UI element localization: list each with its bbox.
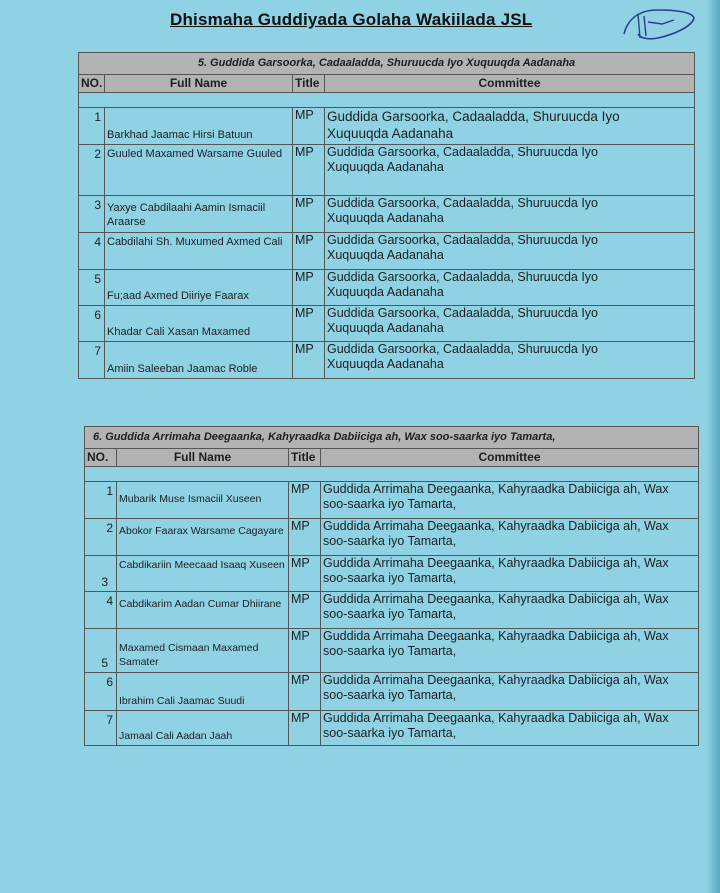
column-no-header: NO. xyxy=(79,75,105,92)
member-name: Mubarik Muse Ismaciil Xuseen xyxy=(119,493,262,505)
member-name: Jamaal Cali Aadan Jaah xyxy=(119,730,233,742)
committee-line-1: Guddida Garsoorka, Cadaaladda, Shuruucda Iyo xyxy=(327,270,599,284)
committee-line-2: Xuquuqda Aadanaha xyxy=(327,248,444,262)
committee-line-1: Guddida Garsoorka, Cadaaladda, Shuruucda Iyo xyxy=(327,109,620,124)
row-number: 4 xyxy=(94,235,101,249)
committee-line-1: Guddida Arrimaha Deegaanka, Kahyraadka Dabiiciga ah, Wax xyxy=(323,629,669,643)
committee-line-1: Guddida Arrimaha Deegaanka, Kahyraadka Dabiiciga ah, Wax xyxy=(323,482,669,496)
row-number: 1 xyxy=(106,484,113,498)
table-row xyxy=(85,592,698,629)
column-committee-header: Committee xyxy=(478,76,541,90)
document-title: Dhismaha Guddiyada Golaha Wakiilada JSL xyxy=(170,10,533,29)
member-name: Cabdikarim Aadan Cumar Dhiirane xyxy=(119,598,282,610)
column-title-header: Title xyxy=(289,449,321,466)
committee-line-2: soo-saarka iyo Tamarta, xyxy=(323,534,457,548)
member-title: MP xyxy=(293,108,325,144)
committee-line-1: Guddida Garsoorka, Cadaaladda, Shuruucda Iyo xyxy=(327,306,599,320)
table-row xyxy=(79,270,694,306)
member-title: MP xyxy=(293,196,325,232)
committee-line-2: Xuquuqda Aadanaha xyxy=(327,211,444,225)
member-name: Barkhad Jaamac Hirsi Batuun xyxy=(107,129,253,141)
member-name: Amiin Saleeban Jaamac Roble xyxy=(107,363,258,375)
member-title: MP xyxy=(289,711,321,745)
committee-line-1: Guddida Garsoorka, Cadaaladda, Shuruucda Iyo xyxy=(327,196,599,210)
member-name: Cabdikariin Meecaad Isaaq Xuseen xyxy=(119,559,285,571)
member-title: MP xyxy=(293,306,325,341)
empty-row xyxy=(78,93,695,108)
table-row xyxy=(85,482,698,519)
row-number: 5 xyxy=(94,272,101,286)
committee-line-2: Xuquuqda Aadanaha xyxy=(327,160,444,174)
section-6-heading: 6. Guddida Arrimaha Deegaanka, Kahyraadka Dabiiciga ah, Wax soo-saarka iyo Tamarta, xyxy=(84,426,699,449)
member-name: Maxamed Cismaan Maxamed Samater xyxy=(119,642,259,668)
committee-line-2: Xuquuqda Aadanaha xyxy=(327,126,454,141)
committee-line-1: Guddida Arrimaha Deegaanka, Kahyraadka Dabiiciga ah, Wax xyxy=(323,556,669,570)
empty-row xyxy=(84,467,699,482)
committee-line-2: Xuquuqda Aadanaha xyxy=(327,321,444,335)
row-number: 5 xyxy=(101,656,108,670)
section-5-heading: 5. Guddida Garsoorka, Cadaaladda, Shuruucda Iyo Xuquuqda Aadanaha xyxy=(78,52,695,75)
row-number: 3 xyxy=(94,198,101,212)
committee-line-1: Guddida Arrimaha Deegaanka, Kahyraadka Dabiiciga ah, Wax xyxy=(323,592,669,606)
committee-line-2: soo-saarka iyo Tamarta, xyxy=(323,644,457,658)
column-name-header: Full Name xyxy=(105,75,293,92)
member-title: MP xyxy=(293,342,325,378)
committee-line-2: soo-saarka iyo Tamarta, xyxy=(323,607,457,621)
table-header-row xyxy=(84,449,699,467)
committee-line-2: soo-saarka iyo Tamarta, xyxy=(323,571,457,585)
member-title: MP xyxy=(289,519,321,555)
committee-line-1: Guddida Garsoorka, Cadaaladda, Shuruucda Iyo xyxy=(327,342,599,356)
column-committee-header: Committee xyxy=(478,450,541,464)
member-name: Fu;aad Axmed Diiriye Faarax xyxy=(107,290,249,302)
member-name: Khadar Cali Xasan Maxamed xyxy=(107,326,251,338)
row-number: 6 xyxy=(94,308,101,322)
section-6-table xyxy=(84,426,699,746)
table-row xyxy=(79,145,694,196)
committee-line-1: Guddida Garsoorka, Cadaaladda, Shuruucda Iyo xyxy=(327,233,599,247)
committee-line-2: Xuquuqda Aadanaha xyxy=(327,285,444,299)
column-title-header: Title xyxy=(293,75,325,92)
column-name-header: Full Name xyxy=(117,449,289,466)
member-name: Guuled Maxamed Warsame Guuled xyxy=(107,148,283,160)
row-number: 1 xyxy=(94,110,101,124)
row-number: 7 xyxy=(106,713,113,727)
table-row xyxy=(85,519,698,556)
committee-line-2: soo-saarka iyo Tamarta, xyxy=(323,726,457,740)
table-row xyxy=(79,306,694,342)
section-5-table xyxy=(78,52,695,379)
row-number: 2 xyxy=(94,147,101,161)
member-name: Cabdilahi Sh. Muxumed Axmed Cali xyxy=(107,236,283,248)
member-title: MP xyxy=(293,233,325,269)
member-title: MP xyxy=(289,673,321,710)
row-number: 7 xyxy=(94,344,101,358)
row-number: 2 xyxy=(106,521,113,535)
row-number: 6 xyxy=(106,675,113,689)
table-row xyxy=(79,108,694,145)
committee-line-1: Guddida Arrimaha Deegaanka, Kahyraadka Dabiiciga ah, Wax xyxy=(323,519,669,533)
committee-line-1: Guddida Arrimaha Deegaanka, Kahyraadka Dabiiciga ah, Wax xyxy=(323,673,669,687)
member-title: MP xyxy=(293,270,325,305)
table-row xyxy=(85,673,698,711)
committee-line-2: soo-saarka iyo Tamarta, xyxy=(323,497,457,511)
table-row xyxy=(85,711,698,746)
committee-line-2: soo-saarka iyo Tamarta, xyxy=(323,688,457,702)
committee-line-2: Xuquuqda Aadanaha xyxy=(327,357,444,371)
table-row xyxy=(85,629,698,673)
member-name: Ibrahim Cali Jaamac Suudi xyxy=(119,695,245,707)
committee-line-1: Guddida Garsoorka, Cadaaladda, Shuruucda Iyo xyxy=(327,145,599,159)
row-number: 4 xyxy=(106,594,113,608)
table-row xyxy=(79,233,694,270)
member-title: MP xyxy=(293,145,325,195)
member-title: MP xyxy=(289,482,321,518)
member-name: Abokor Faarax Warsame Cagayare xyxy=(119,525,284,537)
table-row xyxy=(85,556,698,592)
page-shadow-edge xyxy=(706,0,720,893)
table-header-row xyxy=(78,75,695,93)
member-title: MP xyxy=(289,592,321,628)
table-row xyxy=(79,196,694,233)
column-no-header: NO. xyxy=(85,449,117,466)
member-name: Yaxye Cabdilaahi Aamin Ismaciil Araarse xyxy=(107,202,266,228)
committee-line-1: Guddida Arrimaha Deegaanka, Kahyraadka Dabiiciga ah, Wax xyxy=(323,711,669,725)
row-number: 3 xyxy=(101,575,108,589)
member-title: MP xyxy=(289,556,321,591)
member-title: MP xyxy=(289,629,321,672)
signature-icon xyxy=(618,4,698,44)
table-row xyxy=(79,342,694,379)
